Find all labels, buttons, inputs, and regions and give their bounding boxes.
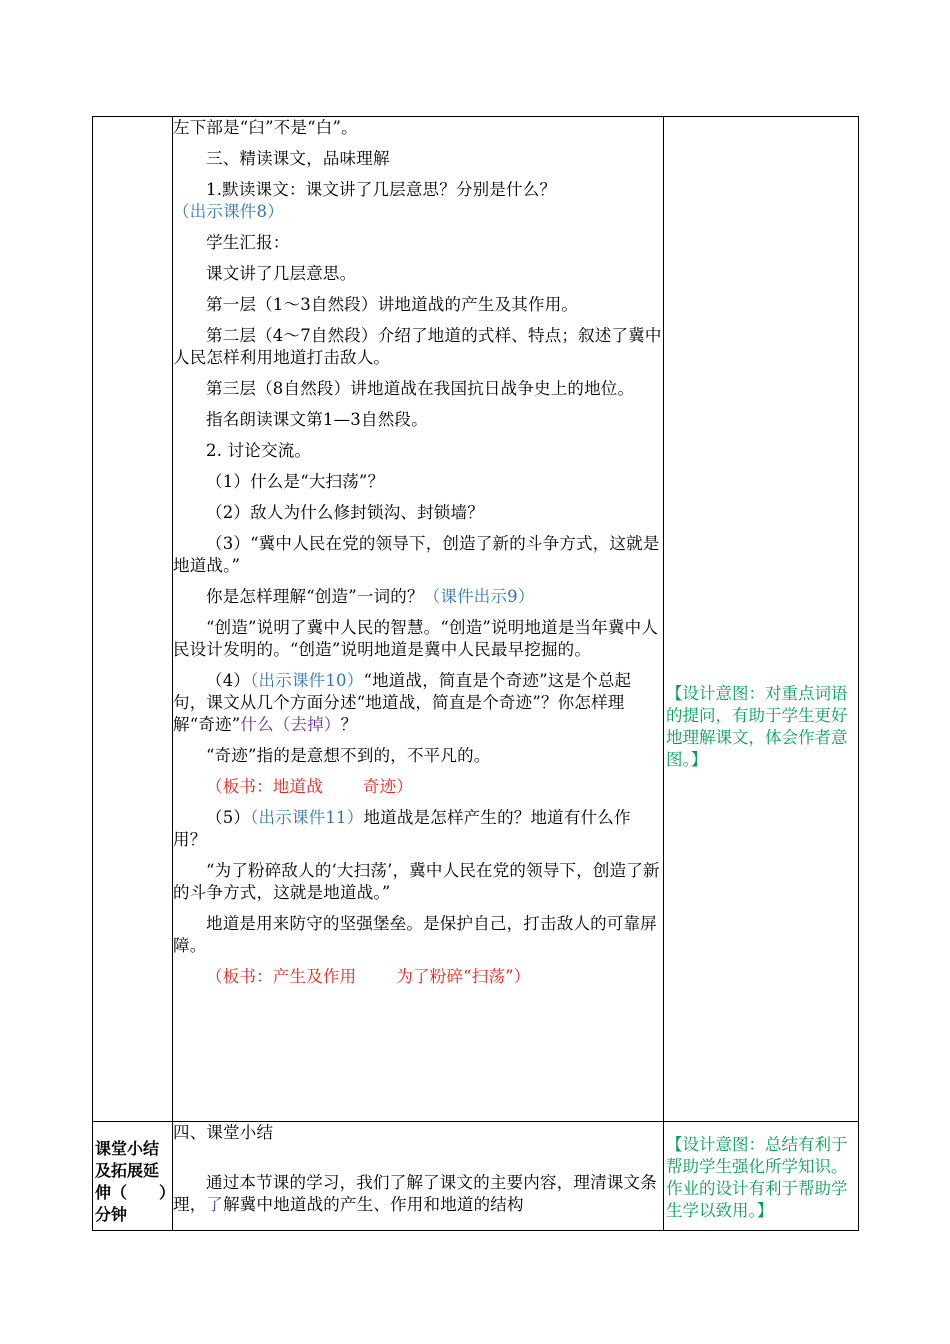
design-intent-text: 【设计意图：总结有利于帮助学生强化所学知识。作业的设计有利于帮助学生学以致用。】 [666, 1135, 848, 1220]
board-text: 为了粉碎“扫荡”） [396, 967, 531, 986]
board-text: （板书：产生及作用 [206, 967, 357, 986]
board-text: 奇迹） [362, 777, 414, 796]
paragraph: （3）“冀中人民在党的领导下，创造了新的斗争方式，这就是地道战。” [173, 534, 660, 575]
design-intent-cell [664, 1122, 859, 1231]
question-text: 1.默读课文：课文讲了几层意思？分别是什么？ [206, 180, 557, 199]
paragraph [173, 807, 663, 851]
lesson-plan-table [92, 116, 859, 1231]
paragraph: 第二层（4～7自然段）介绍了地道的式样、特点；叙述了冀中人民怎样利用地道打击敌人。 [173, 326, 662, 367]
paragraph: “奇迹”指的是意想不到的，不平凡的。 [206, 746, 491, 765]
paragraph: 第一层（1～3自然段）讲地道战的产生及其作用。 [206, 295, 579, 314]
table-row [93, 1122, 859, 1231]
section-heading: 三、精读课文，品味理解 [206, 149, 390, 168]
design-intent-cell [664, 117, 859, 1122]
inserted-text: 了 [206, 1195, 224, 1214]
paragraph: 第三层（8自然段）讲地道战在我国抗日战争史上的地位。 [206, 379, 635, 398]
paragraph [173, 586, 663, 608]
paragraph [173, 179, 663, 223]
punctuation: ？ [340, 715, 358, 734]
summary-text: 通过本节课的学习，我们了解了课文的主要内容，理清课文条理， [173, 1173, 657, 1214]
paragraph: 学生汇报： [206, 233, 290, 252]
section-heading: 四、课堂小结 [173, 1123, 274, 1142]
design-intent-text: 【设计意图：对重点词语的提问，有助于学生更好地理解课文，体会作者意图。】 [666, 684, 848, 769]
paragraph [173, 1172, 663, 1216]
board-text: （板书：地道战 [206, 777, 323, 796]
paragraph: 地道是用来防守的坚强堡垒。是保护自己，打击敌人的可靠屏障。 [173, 914, 657, 955]
teaching-process-cell [173, 1122, 664, 1231]
paragraph: 指名朗读课文第1—3自然段。 [206, 410, 428, 429]
blackboard-note [173, 966, 663, 988]
courseware-note: （出示课件8） [173, 202, 284, 221]
question-text: 你是怎样理解“创造”一词的？ [206, 587, 424, 606]
question-text: “地道战，简直是个奇迹”这是个总起句，课文从几个方面分述“地道战，简直是个奇迹”？你怎样理解“奇迹” [173, 671, 632, 734]
paragraph: “创造”说明了冀中人民的智慧。“创造”说明地道是当年冀中人民设计发明的。“创造”说明地道是冀中人民最早挖掘的。 [173, 618, 659, 659]
courseware-note: （课件出示9） [423, 587, 535, 606]
paragraph [173, 670, 663, 736]
paragraph: （2）敌人为什么修封锁沟、封锁墙？ [206, 503, 484, 522]
deleted-text: 什么（去掉） [240, 715, 341, 734]
item-number: （5） [206, 808, 251, 827]
item-number: （4） [206, 671, 251, 690]
paragraph: （1）什么是“大扫荡”？ [206, 472, 385, 491]
paragraph: 2. 讨论交流。 [206, 441, 312, 460]
courseware-note: （出示课件11） [250, 808, 364, 827]
teaching-process-cell [173, 117, 664, 1122]
question-text: 地道战是怎样产生的？地道有什么作用？ [173, 808, 631, 849]
stage-cell [93, 1122, 173, 1231]
courseware-note: （出示课件10） [250, 671, 364, 690]
paragraph: 课文讲了几层意思。 [206, 264, 357, 283]
summary-text: 解冀中地道战的产生、作用和地道的结构 [223, 1195, 524, 1214]
paragraph: 左下部是“臼”不是“白”。 [173, 118, 358, 137]
paragraph: “为了粉碎敌人的‘大扫荡’，冀中人民在党的领导下，创造了新的斗争方式，这就是地道战。” [173, 861, 660, 902]
stage-cell [93, 117, 173, 1122]
table-row [93, 117, 859, 1122]
stage-label: 课堂小结及拓展延伸（ ）分钟 [95, 1139, 168, 1224]
blackboard-note [173, 776, 663, 798]
